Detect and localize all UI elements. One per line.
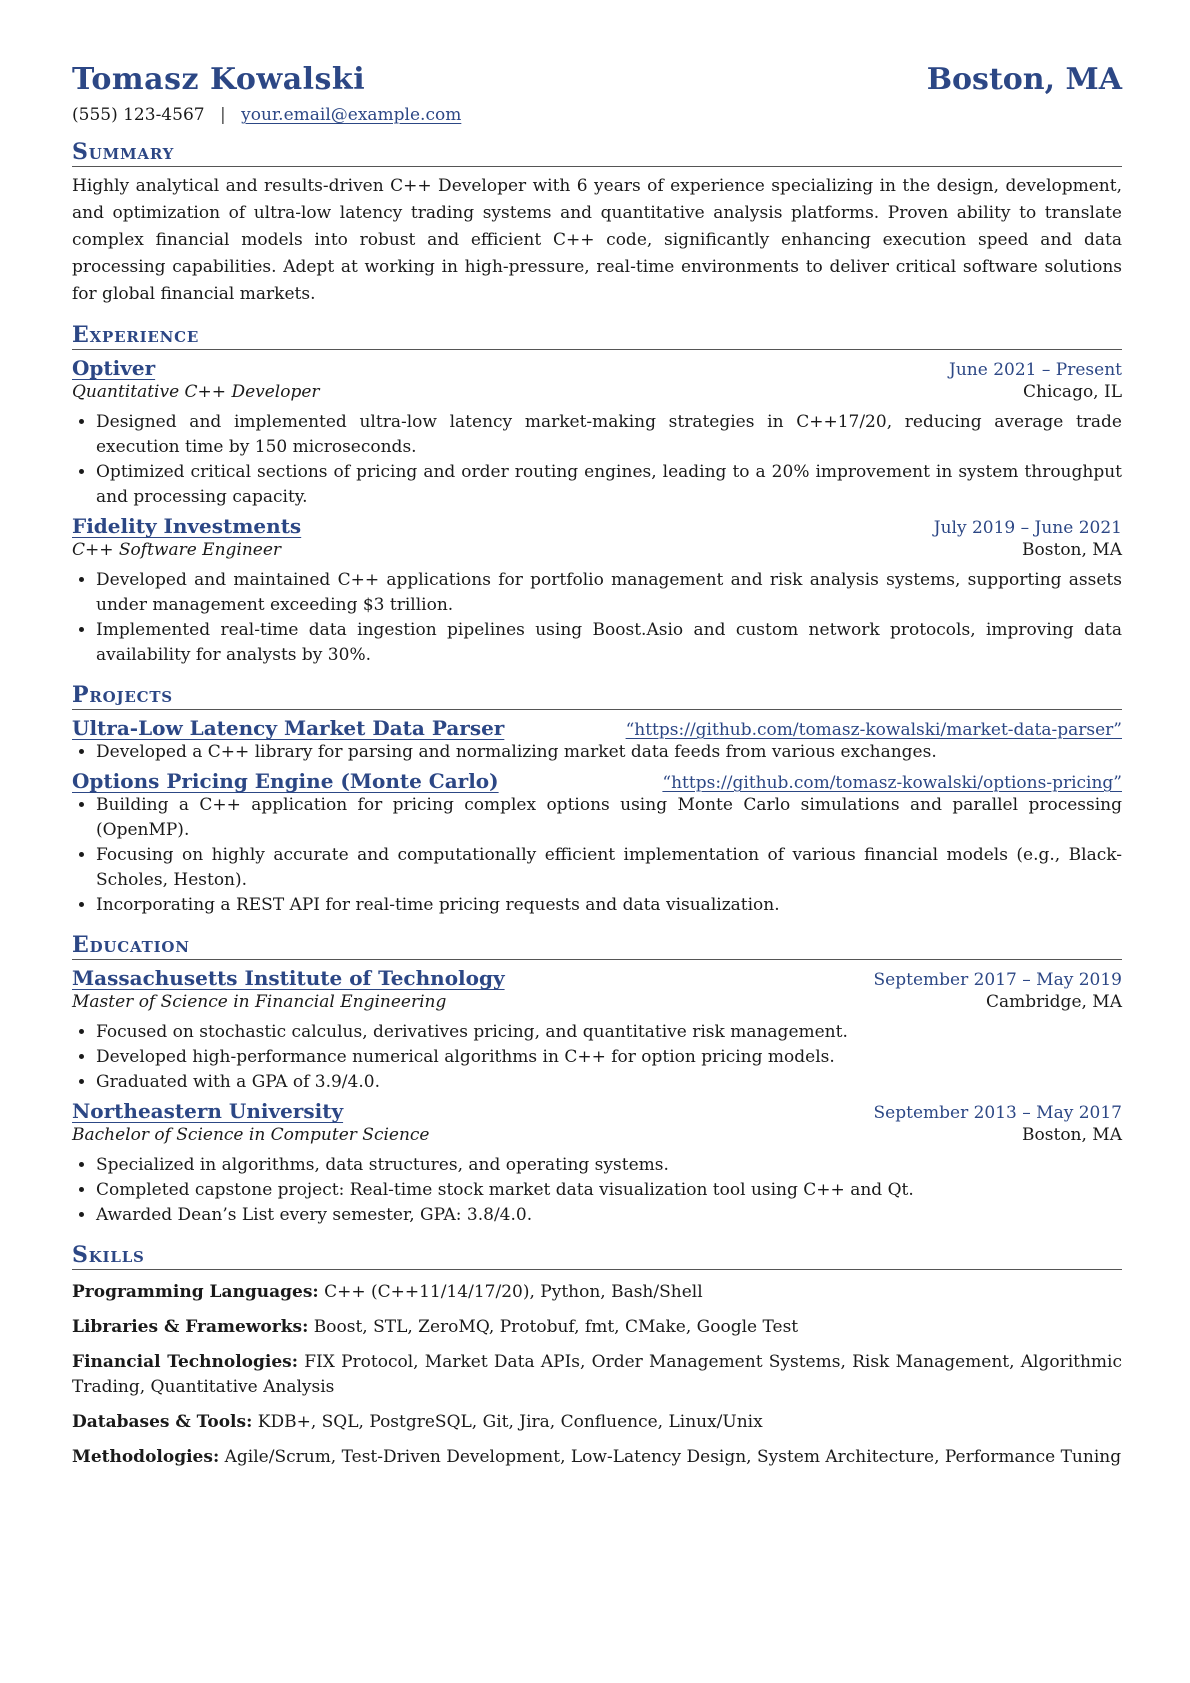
skill-label: Programming Languages: bbox=[72, 1282, 319, 1302]
skill-value: Boost, STL, ZeroMQ, Protobuf, fmt, CMake, Google Test bbox=[313, 1317, 799, 1337]
education-entry bbox=[72, 966, 1122, 1095]
contact-separator: | bbox=[219, 105, 226, 125]
skill-row bbox=[72, 1315, 1122, 1340]
skill-label: Methodologies: bbox=[72, 1447, 220, 1467]
project-entry bbox=[72, 769, 1122, 918]
list-item: • Awarded Dean’s List every semester, GPA: 3.8/4.0. bbox=[96, 1203, 1122, 1228]
entry-dates: June 2021 – Present bbox=[949, 360, 1122, 380]
bullet-list bbox=[72, 793, 1122, 918]
school-link[interactable]: Massachusetts Institute of Technology bbox=[72, 966, 505, 990]
list-item: • Focusing on highly accurate and computationally efficient implementation of various financial models (e.g., Black-Scholes, Heston). bbox=[96, 843, 1122, 893]
section-title-experience: Experience bbox=[72, 322, 1122, 350]
list-item: • Focused on stochastic calculus, derivatives pricing, and quantitative risk management. bbox=[96, 1020, 1122, 1045]
email-link[interactable]: your.email@example.com bbox=[241, 105, 462, 125]
skill-label: Databases & Tools: bbox=[72, 1412, 253, 1432]
company-link[interactable]: Optiver bbox=[72, 356, 156, 380]
experience-entry bbox=[72, 356, 1122, 510]
list-item: • Designed and implemented ultra-low latency market-making strategies in C++17/20, reducing average trade execution time by 150 microseconds. bbox=[96, 410, 1122, 460]
skill-label: Financial Technologies: bbox=[72, 1352, 299, 1372]
experience-entry bbox=[72, 514, 1122, 668]
list-item: • Implemented real-time data ingestion pipelines using Boost.Asio and custom network protocols, improving data availability for analysts by 30%. bbox=[96, 618, 1122, 668]
skill-row bbox=[72, 1350, 1122, 1400]
section-title-summary: Summary bbox=[72, 139, 1122, 167]
project-url-link[interactable]: “https://github.com/tomasz-kowalski/options-pricing” bbox=[662, 773, 1122, 793]
skill-row bbox=[72, 1410, 1122, 1435]
school-link[interactable]: Northeastern University bbox=[72, 1099, 344, 1123]
job-title: C++ Software Engineer bbox=[72, 540, 282, 560]
phone-number: (555) 123-4567 bbox=[72, 105, 205, 125]
degree: Bachelor of Science in Computer Science bbox=[72, 1125, 430, 1145]
company-link[interactable]: Fidelity Investments bbox=[72, 514, 302, 538]
entry-dates: July 2019 – June 2021 bbox=[933, 518, 1122, 538]
bullet-list bbox=[72, 1020, 1122, 1095]
project-name-link[interactable]: Ultra-Low Latency Market Data Parser bbox=[72, 716, 505, 740]
list-item: • Developed high-performance numerical algorithms in C++ for option pricing models. bbox=[96, 1045, 1122, 1070]
skill-value: C++ (C++11/14/17/20), Python, Bash/Shell bbox=[324, 1282, 703, 1302]
list-item: • Developed and maintained C++ applications for portfolio management and risk analysis systems, supporting assets under management exceeding $3 trillion. bbox=[96, 568, 1122, 618]
list-item: • Building a C++ application for pricing complex options using Monte Carlo simulations and parallel processing (OpenMP). bbox=[96, 793, 1122, 843]
list-item: • Incorporating a REST API for real-time pricing requests and data visualization. bbox=[96, 893, 1122, 918]
candidate-location: Boston, MA bbox=[926, 62, 1122, 97]
project-entry bbox=[72, 716, 1122, 765]
skill-value: Agile/Scrum, Test-Driven Development, Low-Latency Design, System Architecture, Performance Tuning bbox=[224, 1447, 1122, 1467]
entry-location: Cambridge, MA bbox=[985, 992, 1122, 1012]
skill-value: FIX Protocol, Market Data APIs, Order Management Systems, Risk Management, Algorithmic Trading, Quantitative Analysis bbox=[72, 1352, 1122, 1397]
skill-row bbox=[72, 1445, 1122, 1470]
job-title: Quantitative C++ Developer bbox=[72, 382, 320, 402]
section-title-education: Education bbox=[72, 932, 1122, 960]
section-title-skills: Skills bbox=[72, 1242, 1122, 1270]
list-item: • Completed capstone project: Real-time stock market data visualization tool using C++ and Qt. bbox=[96, 1178, 1122, 1203]
candidate-name: Tomasz Kowalski bbox=[72, 62, 366, 97]
education-entry bbox=[72, 1099, 1122, 1228]
bullet-list bbox=[72, 568, 1122, 668]
skill-label: Libraries & Frameworks: bbox=[72, 1317, 309, 1337]
entry-dates: September 2017 – May 2019 bbox=[873, 970, 1122, 990]
entry-dates: September 2013 – May 2017 bbox=[873, 1103, 1122, 1123]
project-url-link[interactable]: “https://github.com/tomasz-kowalski/market-data-parser” bbox=[625, 720, 1122, 740]
degree: Master of Science in Financial Engineering bbox=[72, 992, 447, 1012]
summary-text: Highly analytical and results-driven C++ Developer with 6 years of experience specializing in the design, development, and optimization of ultra-low latency trading systems and quantitative analysis platforms. Proven ability to translate complex financial models into robust and efficient C++ code, significantly enhancing execution speed and data processing capabilities. Adept at working in high-pressure, real-time environments to deliver critical software solutions for global financial markets. bbox=[72, 176, 1122, 304]
list-item: • Developed a C++ library for parsing and normalizing market data feeds from various exchanges. bbox=[96, 740, 1122, 765]
bullet-list bbox=[72, 410, 1122, 510]
list-item: • Graduated with a GPA of 3.9/4.0. bbox=[96, 1070, 1122, 1095]
list-item: • Optimized critical sections of pricing and order routing engines, leading to a 20% improvement in system throughput and processing capacity. bbox=[96, 460, 1122, 510]
contact-line bbox=[72, 105, 1122, 125]
bullet-list bbox=[72, 1153, 1122, 1228]
section-title-projects: Projects bbox=[72, 682, 1122, 710]
skill-row bbox=[72, 1280, 1122, 1305]
entry-location: Chicago, IL bbox=[1023, 382, 1122, 402]
header bbox=[72, 62, 1122, 97]
entry-location: Boston, MA bbox=[1022, 1125, 1122, 1145]
skill-value: KDB+, SQL, PostgreSQL, Git, Jira, Confluence, Linux/Unix bbox=[257, 1412, 763, 1432]
list-item: • Specialized in algorithms, data structures, and operating systems. bbox=[96, 1153, 1122, 1178]
bullet-list bbox=[72, 740, 1122, 765]
entry-location: Boston, MA bbox=[1022, 540, 1122, 560]
project-name-link[interactable]: Options Pricing Engine (Monte Carlo) bbox=[72, 769, 499, 793]
